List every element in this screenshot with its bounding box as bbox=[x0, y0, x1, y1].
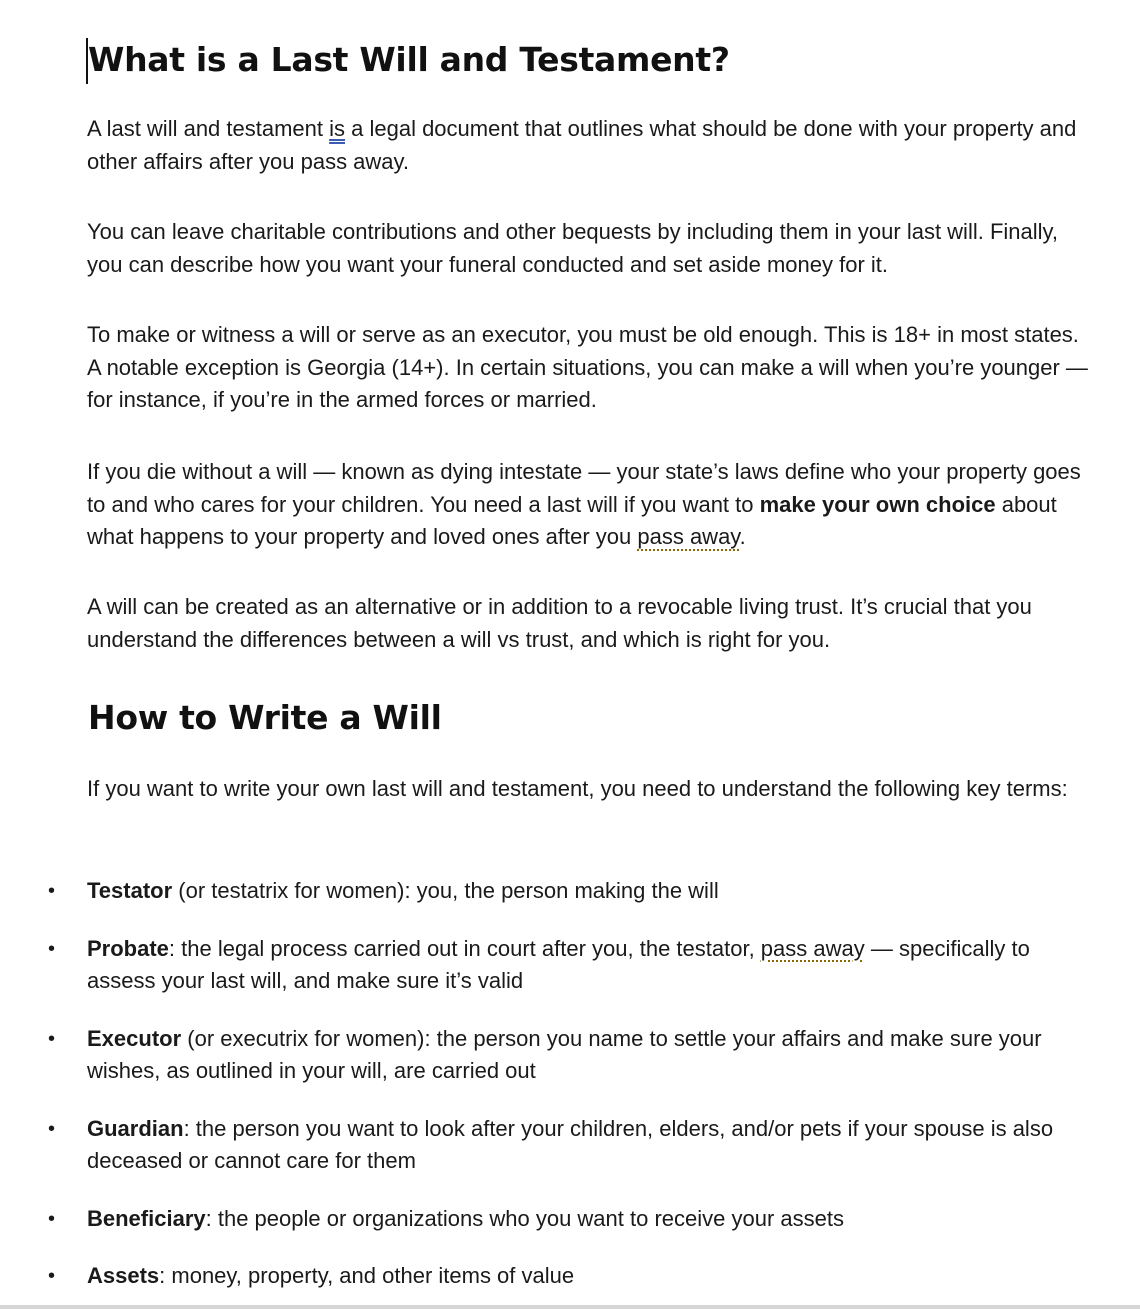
list-item-guardian: • Guardian: the person you want to look after your children, elders, and/or pets if your spouse is also deceased or cannot care for them bbox=[0, 1113, 1100, 1178]
key-terms-list bbox=[0, 875, 1100, 1293]
list-item-executor: • Executor (or executrix for women): the person you name to settle your affairs and make sure your wishes, as outlined in your will, are carried out bbox=[0, 1023, 1100, 1088]
bullet-icon: • bbox=[48, 937, 56, 960]
bullet-icon: • bbox=[48, 1027, 56, 1050]
grammar-flag[interactable]: pass away bbox=[637, 524, 740, 549]
paragraph-definition: A last will and testament is a legal document that outlines what should be done with your property and other affairs after you pass away. bbox=[87, 116, 1077, 174]
bullet-icon: • bbox=[48, 880, 56, 902]
paragraph-age: To make or witness a will or serve as an executor, you must be old enough. This is 18+ in most states. A notable exception is Georgia (14+). In certain situations, you can make a will when you’re younger — for instance, if you’re in the armed forces or married. bbox=[87, 322, 1088, 412]
paragraph-intestate: If you die without a will — known as dying intestate — your state’s laws define who your property goes to and who cares for your children. You need a last will if you want to make your own choice about what happens to your property and loved ones after you pass away. bbox=[87, 459, 1081, 549]
heading-what-is-a-will: What is a Last Will and Testament? bbox=[88, 40, 730, 79]
grammar-flag[interactable]: pass away bbox=[760, 935, 865, 961]
heading-how-to-write: How to Write a Will bbox=[88, 698, 442, 737]
paragraph-key-terms-intro: If you want to write your own last will and testament, you need to understand the following key terms: bbox=[87, 776, 1068, 801]
list-item-assets: • Assets: money, property, and other items of value bbox=[0, 1260, 1100, 1293]
paragraph-trust: A will can be created as an alternative or in addition to a revocable living trust. It’s crucial that you understand the differences between a will vs trust, and which is right for you. bbox=[87, 594, 1032, 652]
list-item-testator: • Testator (or testatrix for women): you, the person making the will bbox=[0, 875, 1100, 908]
bullet-icon: • bbox=[48, 1207, 56, 1230]
list-item-probate: • Probate: the legal process carried out in court after you, the testator, pass away — specifically to assess your last will, and make sure it’s valid bbox=[0, 933, 1100, 998]
bullet-icon: • bbox=[48, 1117, 56, 1140]
grammar-flag[interactable]: is bbox=[329, 116, 346, 141]
paragraph-bequests: You can leave charitable contributions and other bequests by including them in your last will. Finally, you can describe how you want your funeral conducted and set aside money for it. bbox=[87, 219, 1058, 277]
list-item-beneficiary: • Beneficiary: the people or organizations who you want to receive your assets bbox=[0, 1203, 1100, 1236]
page-bottom-edge bbox=[0, 1305, 1140, 1309]
bullet-icon: • bbox=[48, 1265, 56, 1287]
